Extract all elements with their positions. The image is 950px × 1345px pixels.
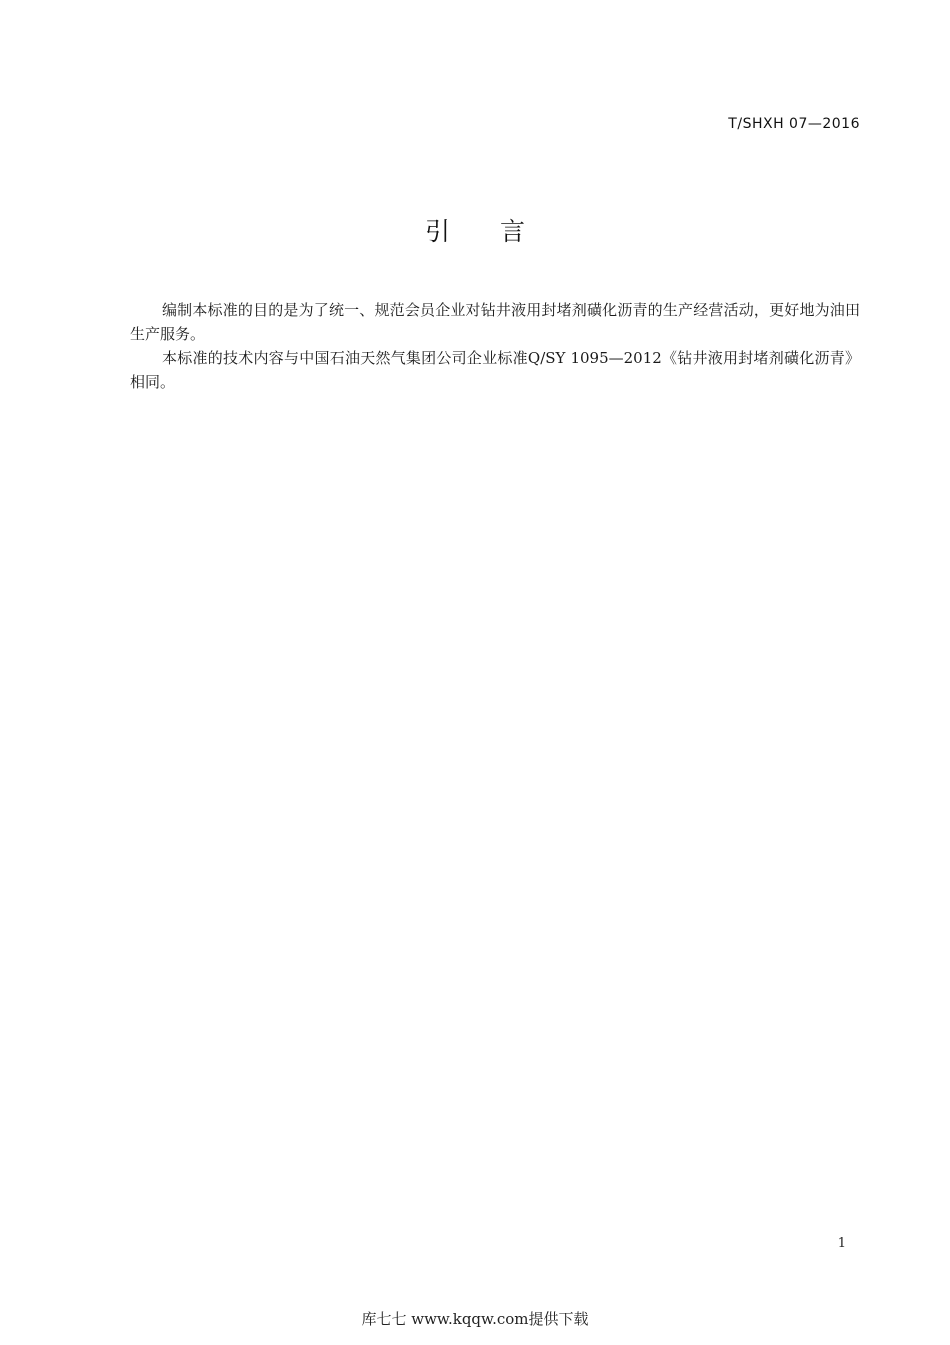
- paragraph-technical-content: 本标准的技术内容与中国石油天然气集团公司企业标准Q/SY 1095—2012《钻井液用封堵剂磺化沥青》相同。: [130, 349, 860, 391]
- paragraph-purpose: 编制本标准的目的是为了统一、规范会员企业对钻井液用封堵剂磺化沥青的生产经营活动，更好地为油田生产服务。: [130, 301, 860, 343]
- document-code: T/SHXH 07—2016: [728, 116, 860, 132]
- body-text: [130, 298, 860, 394]
- page-number: 1: [837, 1236, 846, 1251]
- section-title: 引 言: [424, 217, 525, 246]
- download-source-note: 库七七 www.kqqw.com提供下载: [361, 1310, 589, 1328]
